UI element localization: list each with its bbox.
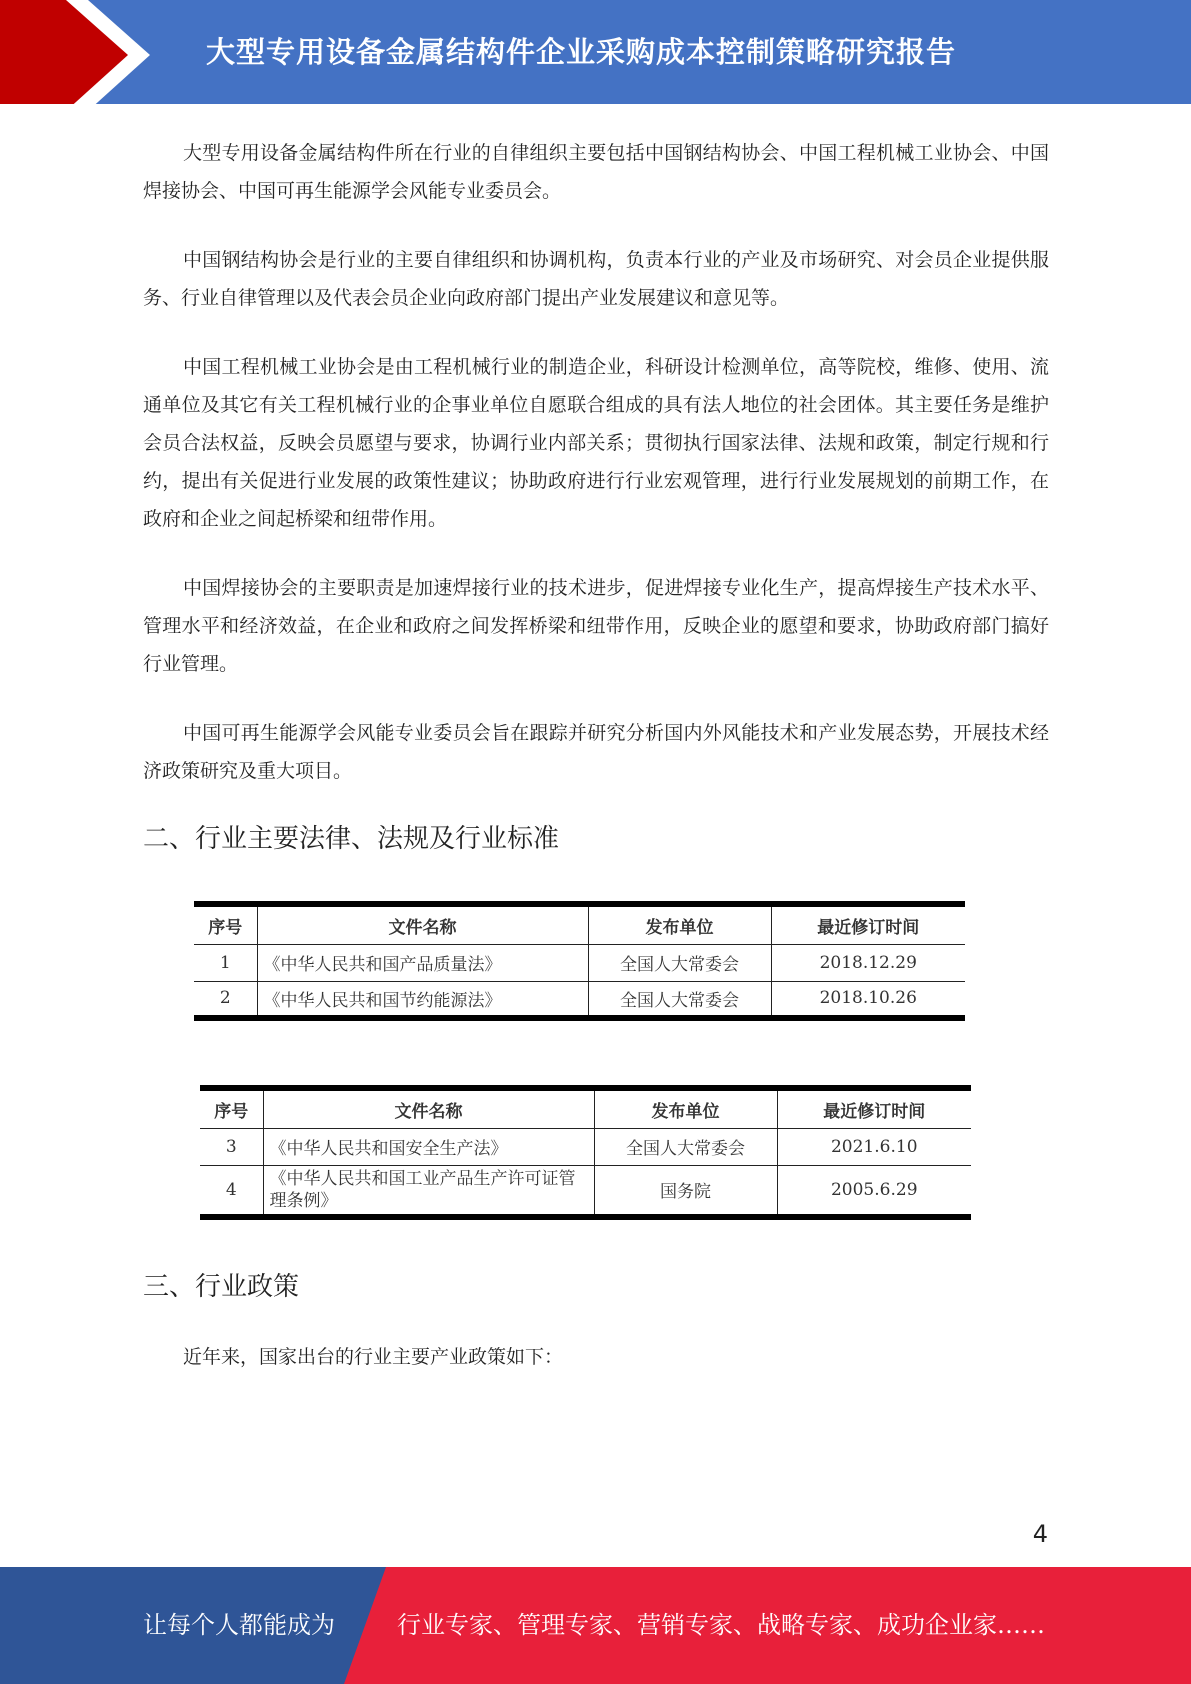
- table-row: [200, 1128, 971, 1165]
- cell-name: 《中华人民共和国工业产品生产许可证管理条例》: [263, 1165, 594, 1217]
- cell-no: 4: [200, 1165, 263, 1217]
- laws-table-2: [200, 1085, 971, 1220]
- col-header-revised: 最近修订时间: [777, 1088, 971, 1128]
- page-number: 4: [1032, 1520, 1048, 1548]
- paragraph-welding-association: 中国焊接协会的主要职责是加速焊接行业的技术进步，促进焊接专业化生产，提高焊接生产技术水平、管理水平和经济效益，在企业和政府之间发挥桥梁和纽带作用，反映企业的愿望和要求，协助政府部门搞好行业管理。: [143, 577, 1049, 675]
- report-title: 大型专用设备金属结构件企业采购成本控制策略研究报告: [206, 35, 957, 69]
- col-header-name: 文件名称: [257, 904, 588, 944]
- paragraph-self-regulatory-orgs: 大型专用设备金属结构件所在行业的自律组织主要包括中国钢结构协会、中国工程机械工业协会、中国焊接协会、中国可再生能源学会风能专业委员会。: [143, 142, 1049, 202]
- table-row: [194, 944, 965, 981]
- cell-issuer: 国务院: [594, 1165, 777, 1217]
- paragraph-construction-machinery-association: 中国工程机械工业协会是由工程机械行业的制造企业，科研设计检测单位，高等院校，维修、使用、流通单位及其它有关工程机械行业的企事业单位自愿联合组成的具有法人地位的社会团体。其主要任务是维护会员合法权益，反映会员愿望与要求，协调行业内部关系；贯彻执行国家法律、法规和政策，制定行规和行约，提出有关促进行业发展的政策性建议；协助政府进行行业宏观管理，进行行业发展规划的前期工作，在政府和企业之间起桥梁和纽带作用。: [143, 356, 1049, 530]
- cell-issuer: 全国人大常委会: [588, 944, 771, 981]
- cell-revised: 2021.6.10: [777, 1128, 971, 1165]
- laws-table-1: [194, 901, 965, 1021]
- cell-issuer: 全国人大常委会: [588, 981, 771, 1018]
- col-header-issuer: 发布单位: [594, 1088, 777, 1128]
- cell-no: 2: [194, 981, 257, 1018]
- cell-revised: 2018.10.26: [771, 981, 965, 1018]
- col-header-no: 序号: [194, 904, 257, 944]
- footer-slogan-right: 行业专家、管理专家、营销专家、战略专家、成功企业家……: [397, 1611, 1045, 1639]
- footer-slogan-left: 让每个人都能成为: [143, 1611, 335, 1639]
- cell-name: 《中华人民共和国安全生产法》: [263, 1128, 594, 1165]
- paragraph-wind-energy-committee: 中国可再生能源学会风能专业委员会旨在跟踪并研究分析国内外风能技术和产业发展态势，开展技术经济政策研究及重大项目。: [143, 722, 1049, 782]
- page-header: [0, 0, 1191, 111]
- cell-no: 3: [200, 1128, 263, 1165]
- policy-intro: 近年来，国家出台的行业主要产业政策如下：: [183, 1346, 564, 1368]
- table-header-row: [194, 904, 965, 944]
- cell-revised: 2018.12.29: [771, 944, 965, 981]
- section-heading-laws: 二、行业主要法律、法规及行业标准: [143, 824, 560, 854]
- body-text: [143, 134, 1049, 821]
- page-footer: [0, 1567, 1191, 1684]
- table-row: [194, 981, 965, 1018]
- paragraph-steel-association: 中国钢结构协会是行业的主要自律组织和协调机构，负责本行业的产业及市场研究、对会员企业提供服务、行业自律管理以及代表会员企业向政府部门提出产业发展建议和意见等。: [143, 249, 1049, 309]
- col-header-issuer: 发布单位: [588, 904, 771, 944]
- cell-issuer: 全国人大常委会: [594, 1128, 777, 1165]
- col-header-name: 文件名称: [263, 1088, 594, 1128]
- col-header-no: 序号: [200, 1088, 263, 1128]
- cell-name: 《中华人民共和国节约能源法》: [257, 981, 588, 1018]
- col-header-revised: 最近修订时间: [771, 904, 965, 944]
- cell-no: 1: [194, 944, 257, 981]
- table-header-row: [200, 1088, 971, 1128]
- table-row: [200, 1165, 971, 1217]
- cell-name: 《中华人民共和国产品质量法》: [257, 944, 588, 981]
- section-heading-policy: 三、行业政策: [143, 1272, 300, 1302]
- cell-revised: 2005.6.29: [777, 1165, 971, 1217]
